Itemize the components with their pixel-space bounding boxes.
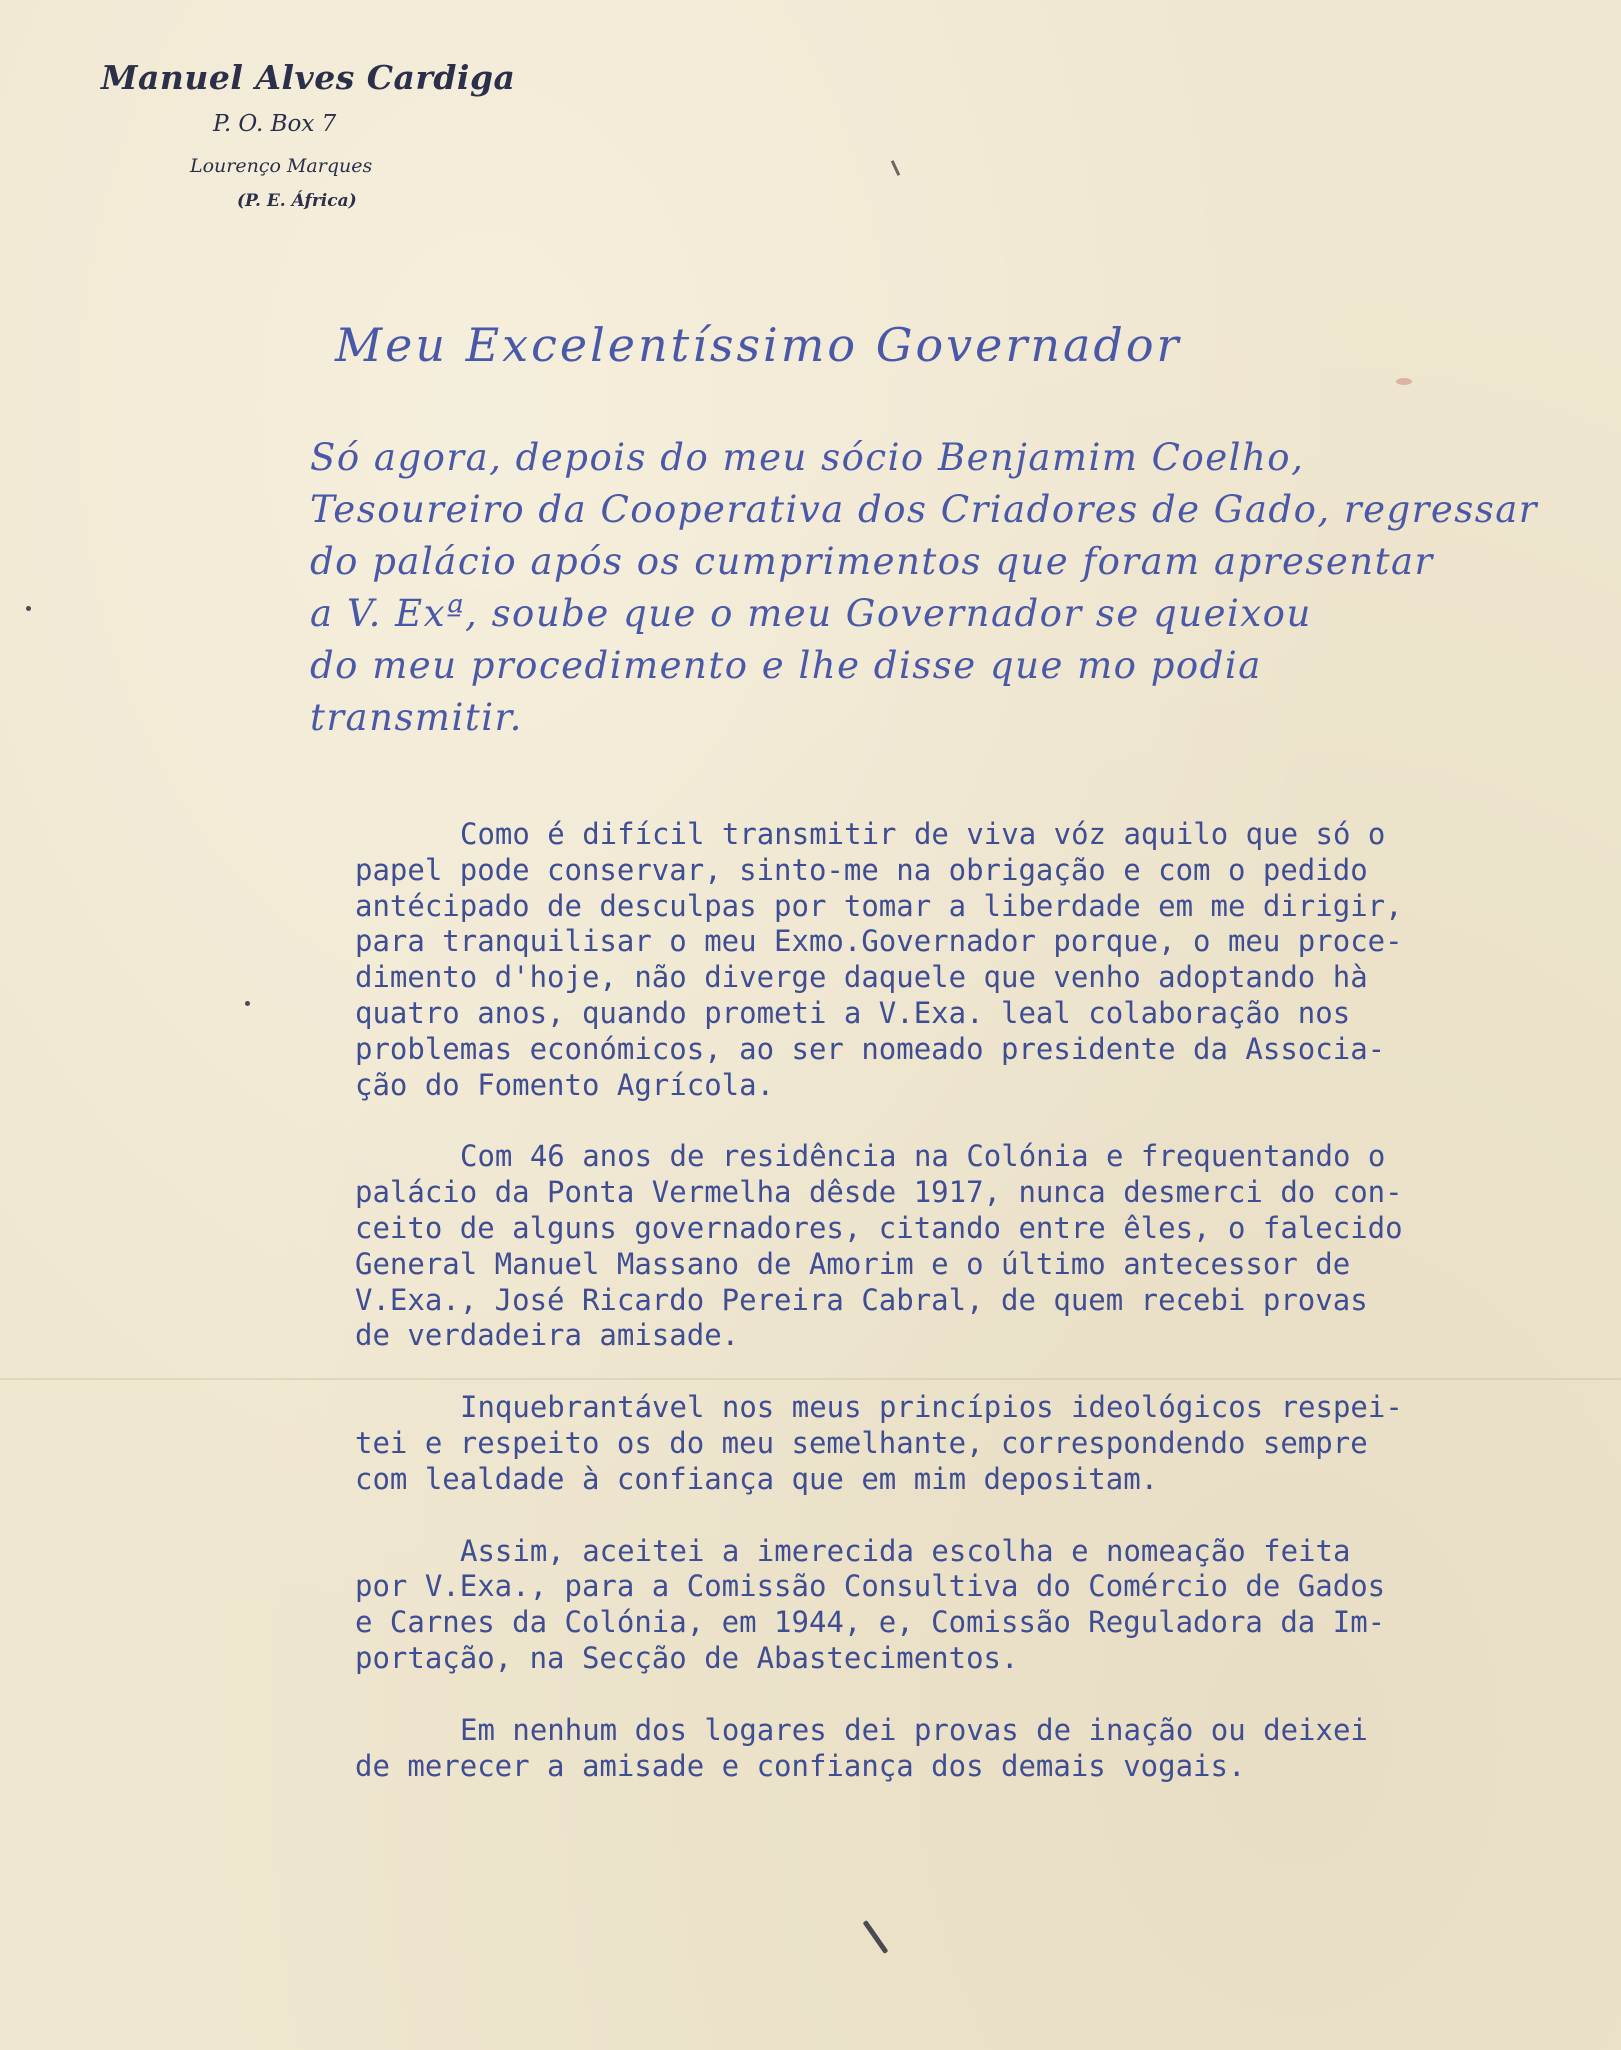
typed-line: Inquebrantável nos meus princípios ideológicos respei- bbox=[460, 1390, 1403, 1425]
handwritten-line: transmitir. bbox=[310, 696, 523, 739]
paragraph-5 bbox=[355, 1713, 1535, 1785]
ink-dot bbox=[26, 606, 31, 611]
paper-stain bbox=[1396, 378, 1412, 385]
handwritten-line: a V. Exª, soube que o meu Governador se queixou bbox=[310, 592, 1312, 635]
typed-line: de verdadeira amisade. bbox=[355, 1318, 740, 1353]
typed-line: de merecer a amisade e confiança dos demais vogais. bbox=[355, 1748, 1246, 1783]
typed-line: com lealdade à confiança que em mim depositam. bbox=[355, 1461, 1159, 1496]
typed-line: Com 46 anos de residência na Colónia e frequentando o bbox=[460, 1139, 1386, 1174]
typed-line: ção do Fomento Agrícola. bbox=[355, 1067, 775, 1102]
typed-line: Em nenhum dos logares dei provas de inação ou deixei bbox=[460, 1712, 1368, 1747]
typed-line: dimento d'hoje, não diverge daquele que venho adoptando hà bbox=[355, 960, 1368, 995]
typed-line: para tranquilisar o meu Exmo.Governador porque, o meu proce- bbox=[355, 924, 1403, 959]
typed-line: problemas económicos, ao ser nomeado presidente da Associa- bbox=[355, 1031, 1386, 1066]
typed-line: ceito de alguns governadores, citando entre êles, o falecido bbox=[355, 1210, 1403, 1245]
typed-line: Como é difícil transmitir de viva vóz aquilo que só o bbox=[460, 817, 1386, 851]
letterhead-po-box: P. O. Box 7 bbox=[213, 111, 337, 137]
paragraph-3 bbox=[355, 1390, 1535, 1497]
handwritten-line: Só agora, depois do meu sócio Benjamim Coelho, bbox=[310, 436, 1305, 479]
paragraph-4 bbox=[355, 1534, 1535, 1677]
typed-line: portação, na Secção de Abastecimentos. bbox=[355, 1640, 1019, 1675]
typed-line: V.Exa., José Ricardo Pereira Cabral, de quem recebi provas bbox=[355, 1282, 1368, 1317]
typed-line: por V.Exa., para a Comissão Consultiva do Comércio de Gados bbox=[355, 1569, 1386, 1604]
letterhead bbox=[95, 58, 535, 211]
handwritten-note bbox=[310, 432, 1570, 744]
letterhead-region: (P. E. África) bbox=[237, 191, 357, 211]
typed-line: quatro anos, quando prometi a V.Exa. leal colaboração nos bbox=[355, 995, 1351, 1030]
ink-mark bbox=[891, 160, 900, 176]
ink-mark bbox=[863, 1920, 889, 1954]
letterhead-city: Lourenço Marques bbox=[190, 155, 373, 177]
handwritten-line: do meu procedimento e lhe disse que mo podia bbox=[310, 644, 1262, 687]
typed-line: Assim, aceitei a imerecida escolha e nomeação feita bbox=[460, 1533, 1351, 1568]
ink-dot bbox=[245, 1001, 250, 1006]
handwritten-line: do palácio após os cumprimentos que foram apresentar bbox=[310, 540, 1434, 583]
typed-line: antécipado de desculpas por tomar a liberdade em me dirigir, bbox=[355, 888, 1403, 923]
handwritten-line: Tesoureiro da Cooperativa dos Criadores de Gado, regressar bbox=[310, 488, 1538, 531]
typed-line: e Carnes da Colónia, em 1944, e, Comissão Reguladora da Im- bbox=[355, 1605, 1386, 1640]
letterhead-name: Manuel Alves Cardiga bbox=[101, 58, 516, 97]
typed-line: palácio da Ponta Vermelha dêsde 1917, nunca desmerci do con- bbox=[355, 1175, 1403, 1210]
typed-line: General Manuel Massano de Amorim e o último antecessor de bbox=[355, 1246, 1351, 1281]
typed-body bbox=[355, 817, 1535, 1820]
handwritten-salutation: Meu Excelentíssimo Governador bbox=[335, 318, 1182, 372]
paragraph-1 bbox=[355, 817, 1535, 1103]
typed-line: tei e respeito os do meu semelhante, correspondendo sempre bbox=[355, 1425, 1368, 1460]
typed-line: papel pode conservar, sinto-me na obrigação e com o pedido bbox=[355, 852, 1368, 887]
paragraph-2 bbox=[355, 1139, 1535, 1354]
